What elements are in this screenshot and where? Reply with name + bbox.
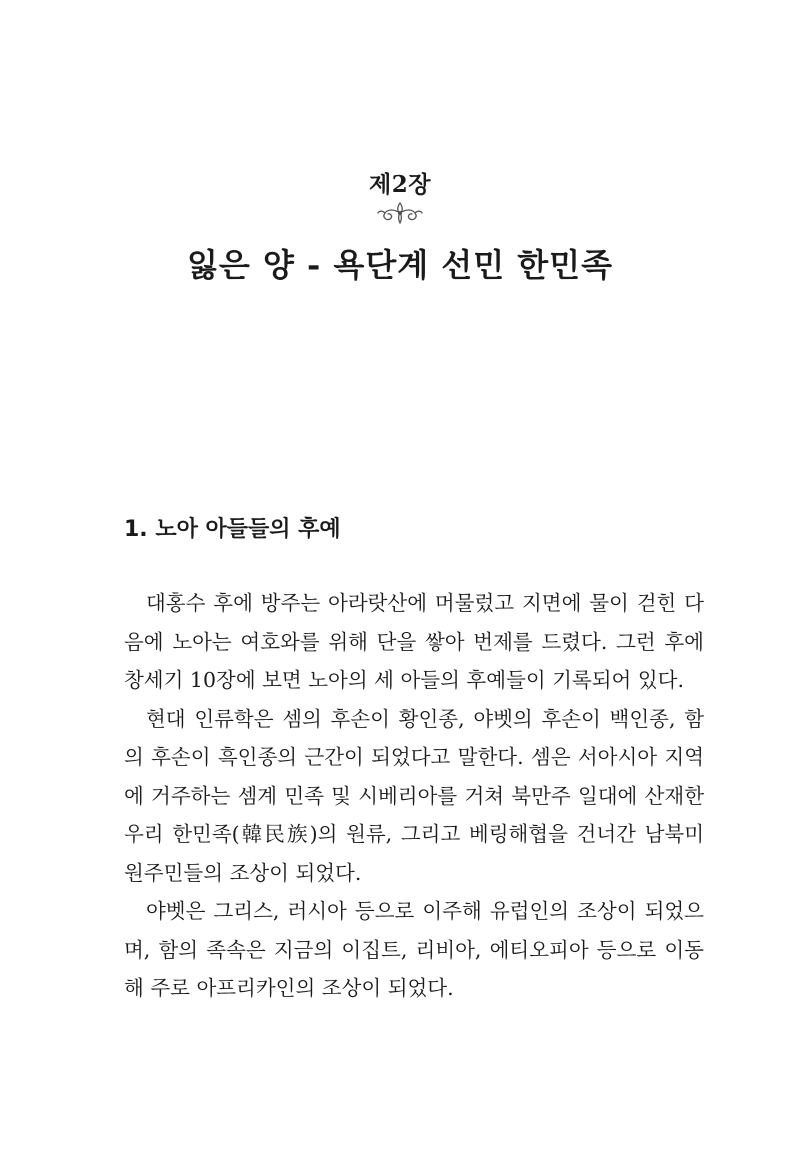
body-text (124, 584, 704, 1008)
paragraph-1: 대홍수 후에 방주는 아라랏산에 머물렀고 지면에 물이 걷힌 다음에 노아는 여호와를 위해 단을 쌓아 번제를 드렸다. 그런 후에 창세기 10장에 보면 노아의 세 아들의 후예들이 기록되어 있다. (124, 591, 704, 692)
chapter-label: 제2장 (369, 171, 431, 198)
paragraph-3: 야벳은 그리스, 러시아 등으로 이주해 유럽인의 조상이 되었으며, 함의 족속은 지금의 이집트, 리비아, 에티오피아 등으로 이동해 주로 아프리카인의 조상이 되었다. (124, 899, 704, 1000)
paragraph-2: 현대 인류학은 셈의 후손이 황인종, 야벳의 후손이 백인종, 함의 후손이 흑인종의 근간이 되었다고 말한다. 셈은 서아시아 지역에 거주하는 셈계 민족 및 시베리아를 거쳐 북만주 일대에 산재한 우리 한민족(韓民族)의 원류, 그리고 베링해협을 건너간 남북미 원주민들의 조상이 되었다. (124, 706, 704, 885)
section-heading: 1. 노아 아들들의 후예 (124, 517, 341, 542)
chapter-title: 잃은 양 - 욕단계 선민 한민족 (186, 246, 614, 284)
flourish-ornament-icon (376, 200, 424, 226)
